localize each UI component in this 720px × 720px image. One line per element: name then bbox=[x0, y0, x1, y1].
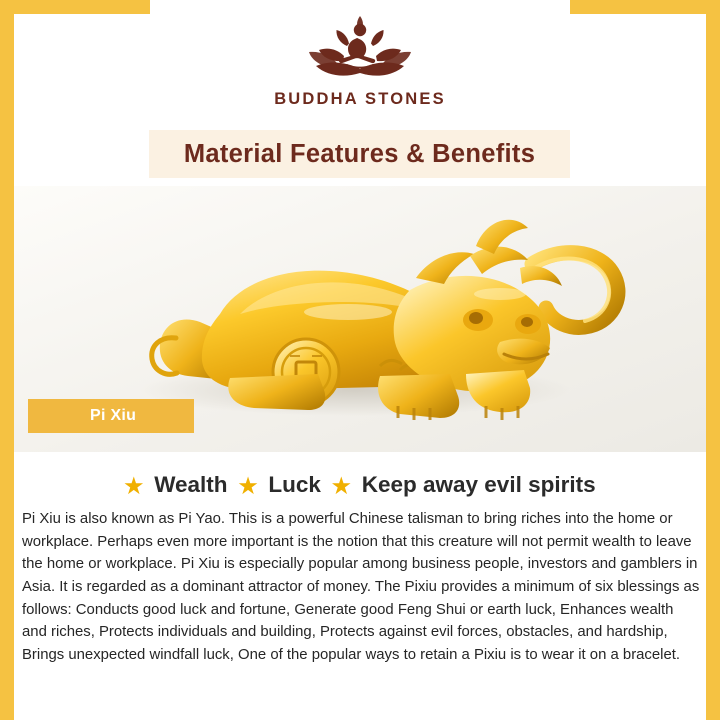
right-gold-border bbox=[706, 0, 720, 720]
product-caption-label: Pi Xiu bbox=[90, 407, 137, 424]
brand-name: BUDDHA STONES bbox=[274, 90, 446, 108]
lotus-meditation-icon bbox=[285, 16, 435, 88]
star-icon: ★ bbox=[331, 474, 351, 498]
product-caption-tag bbox=[28, 399, 194, 433]
benefit-wealth: Wealth bbox=[154, 472, 228, 497]
benefit-luck: Luck bbox=[268, 472, 321, 497]
star-icon: ★ bbox=[124, 474, 144, 498]
left-gold-border bbox=[0, 0, 14, 720]
title-banner bbox=[149, 130, 570, 178]
benefit-evil-spirits: Keep away evil spirits bbox=[361, 472, 596, 497]
star-icon: ★ bbox=[238, 474, 258, 498]
page-inner bbox=[14, 0, 706, 720]
brand-logo-area bbox=[14, 16, 706, 126]
description-paragraph: Pi Xiu is also known as Pi Yao. This is a powerful Chinese talisman to bring riches into the home or workplace. Perhaps even more important is the notion that this creature will not permit wealth to leave the home or workplace. Pi Xiu is especially popular among business people, investors and gamblers in Asia. It is regarded as a dominant attractor of money. The Pixiu provides a minimum of six blessings as follows: Conducts good luck and fortune, Generate good Feng Shui or earth luck, Enhances wealth and riches, Protects individuals and building, Protects against evil forces, obstacles, and hardship, Brings unexpected windfall luck, One of the popular ways to retain a Pixiu is to wear it on a bracelet. bbox=[22, 511, 700, 663]
benefits-headline bbox=[14, 472, 706, 498]
page-title: Material Features & Benefits bbox=[183, 139, 536, 168]
